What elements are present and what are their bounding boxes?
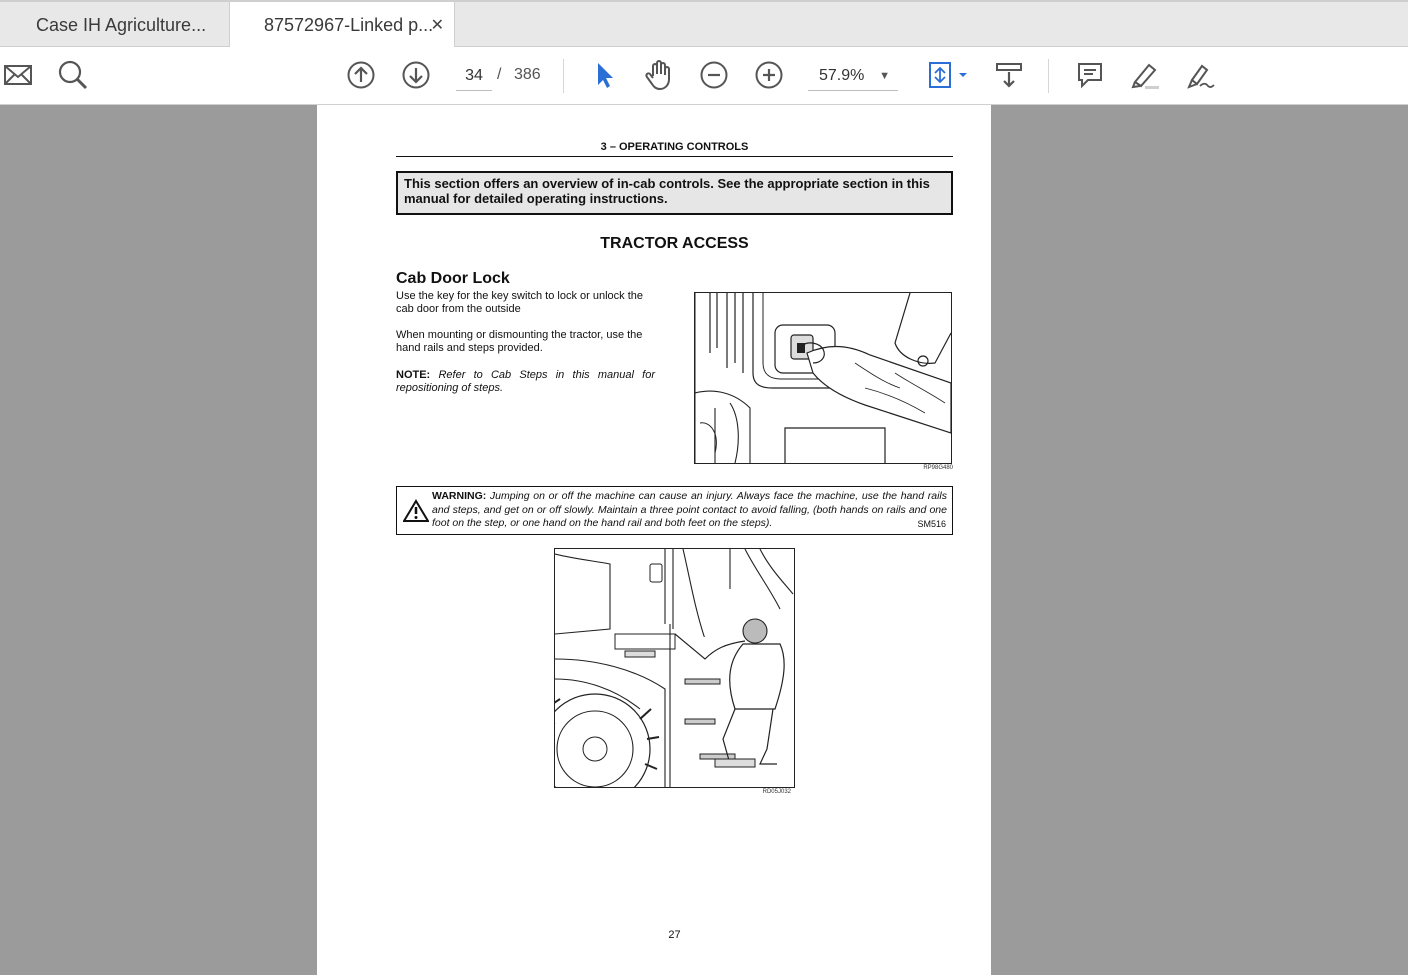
warning-body: Jumping on or off the machine can cause an injury. Always face the machine, use the hand rails and steps, and get on or off slowly. Maintain a three point contact to avoid falling, (both hands on rails and one foot on the step, or one hand on the hand rail and both feet on the steps). <box>432 490 947 529</box>
tab-bar <box>0 0 1408 47</box>
tab-label: Case IH Agriculture... <box>36 14 207 35</box>
zoom-in-icon[interactable] <box>751 57 787 93</box>
page-header: 3 – OPERATING CONTROLS <box>600 141 749 153</box>
warning-label: WARNING: <box>432 490 490 502</box>
warning-box <box>396 486 953 535</box>
note-text: Refer to Cab Steps in this manual for repositioning of steps. <box>396 369 655 394</box>
select-pointer-icon[interactable] <box>586 57 622 93</box>
hand-icon[interactable] <box>641 57 677 93</box>
toolbar-divider <box>563 59 564 93</box>
comment-icon[interactable] <box>1072 57 1108 93</box>
sign-icon[interactable] <box>1182 57 1218 93</box>
mail-icon[interactable] <box>0 57 36 93</box>
tab-active-document[interactable] <box>230 2 455 49</box>
section-title: TRACTOR ACCESS <box>600 235 749 252</box>
page-separator: / <box>497 66 502 83</box>
tractor-steps-illustration <box>554 548 795 788</box>
intro-box: This section offers an overview of in-cab controls. See the appropriate section in this manual for detailed operating instructions. <box>396 171 953 215</box>
zoom-out-icon[interactable] <box>696 57 732 93</box>
search-icon[interactable] <box>55 57 91 93</box>
tab-case-ih[interactable] <box>0 2 230 48</box>
zoom-value: 57.9% <box>819 67 865 84</box>
page-up-icon[interactable] <box>343 57 379 93</box>
figure1-code: RP98G480 <box>923 465 953 471</box>
page-number-footer: 27 <box>668 929 681 941</box>
fit-page-icon[interactable] <box>922 57 970 93</box>
close-tab-icon[interactable]: ✕ <box>430 17 444 34</box>
warning-text <box>432 490 947 531</box>
tab-label: 87572967-Linked p... <box>264 15 434 35</box>
paragraph-key-switch: Use the key for the key switch to lock or unlock the cab door from the outside <box>396 290 644 315</box>
subsection-title: Cab Door Lock <box>396 270 510 287</box>
page-number-input[interactable]: 34 <box>456 61 492 91</box>
page-total: 386 <box>514 66 541 83</box>
pdf-page <box>317 105 991 975</box>
page-down-icon[interactable] <box>398 57 434 93</box>
toolbar-divider <box>1048 59 1049 93</box>
zoom-select[interactable] <box>808 61 898 91</box>
chevron-down-icon: ▼ <box>879 70 890 82</box>
scroll-mode-icon[interactable] <box>991 57 1027 93</box>
paragraph-mounting: When mounting or dismounting the tractor, use the hand rails and steps provided. <box>396 329 643 354</box>
highlight-icon[interactable] <box>1127 57 1163 93</box>
cab-door-lock-illustration <box>694 292 952 464</box>
note-paragraph <box>396 369 655 395</box>
figure2-code: RD05J032 <box>762 789 791 795</box>
note-label: NOTE: <box>396 369 439 381</box>
header-rule <box>396 156 953 157</box>
warning-triangle-icon <box>403 499 429 528</box>
toolbar <box>0 47 1408 105</box>
warning-code: SM516 <box>917 519 946 529</box>
